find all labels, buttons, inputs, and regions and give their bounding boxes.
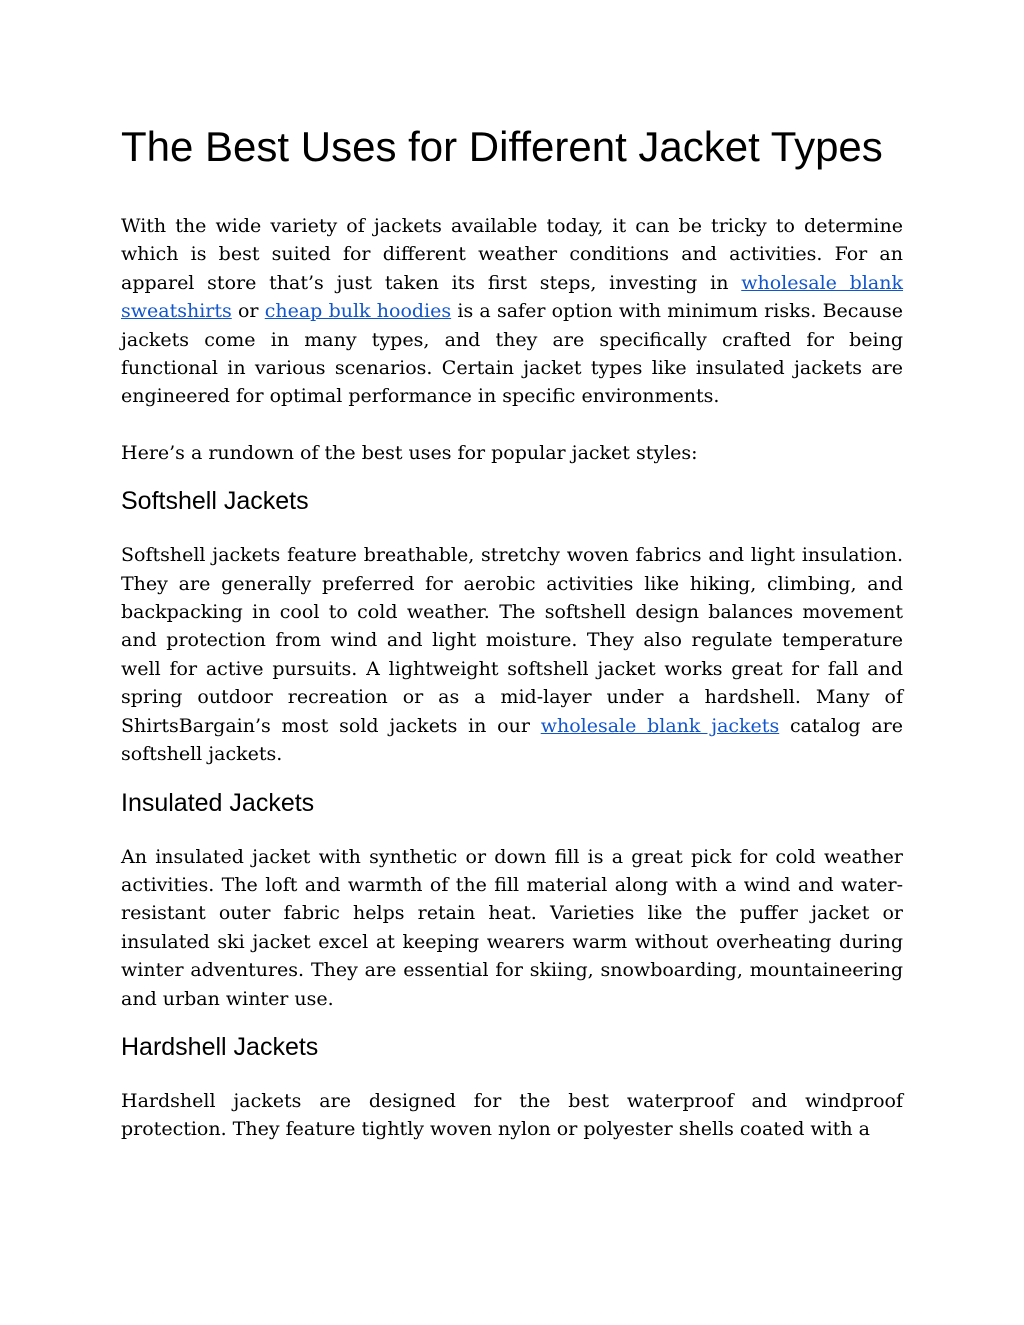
cheap-bulk-hoodies-link[interactable]: cheap bulk hoodies xyxy=(264,300,452,323)
intro-text-1: With the wide variety of jackets available today, it can be tricky to determine which is best suited for different weather conditions and activities. For an apparel store that’s just taken its first steps, investing in xyxy=(121,215,903,294)
softshell-heading: Softshell Jackets xyxy=(121,487,309,516)
intro-text-2: or xyxy=(231,300,265,323)
hardshell-heading: Hardshell Jackets xyxy=(121,1032,319,1061)
wholesale-blank-sweatshirts-link[interactable]: wholesale blank sweatshirts xyxy=(121,271,904,323)
intro-text-3: is a safer option with minimum risks. Because jackets come in many types, and they are specifically crafted for being functional in various scenarios. Certain jacket types like insulated jackets are engineered for optimal performance in specific environments. xyxy=(121,300,904,408)
wholesale-blank-jackets-link[interactable]: wholesale blank jackets xyxy=(540,714,780,737)
softshell-text-2: catalog are softshell jackets. xyxy=(121,714,903,766)
softshell-text-1: Softshell jackets feature breathable, stretchy woven fabrics and light insulation. They are generally preferred for aerobic activities like hiking, climbing, and backpacking in cool to cold weather. The softshell design balances movement and protection from wind and light moisture. They also regulate temperature well for active pursuits. A lightweight softshell jacket works great for fall and spring outdoor recreation or as a mid-layer under a hardshell. Many of ShirtsBargain’s most sold jackets in our xyxy=(121,544,903,737)
rundown-paragraph: Here’s a rundown of the best uses for popular jacket styles: xyxy=(121,441,698,464)
page-title: The Best Uses for Different Jacket Types xyxy=(121,123,883,170)
hardshell-paragraph: Hardshell jackets are designed for the best waterproof and windproof protection. They feature tightly woven nylon or polyester shells coated with a xyxy=(121,1089,903,1141)
document-page xyxy=(121,118,903,1144)
insulated-heading: Insulated Jackets xyxy=(121,788,315,817)
intro-paragraph xyxy=(121,212,903,411)
insulated-paragraph: An insulated jacket with synthetic or down fill is a great pick for cold weather activities. The loft and warmth of the fill material along with a wind and water-resistant outer fabric helps retain heat. Varieties like the puffer jacket or insulated ski jacket excel at keeping wearers warm without overheating during winter adventures. They are essential for skiing, snowboarding, mountaineering and urban winter use. xyxy=(121,845,903,1010)
softshell-paragraph xyxy=(121,541,903,768)
